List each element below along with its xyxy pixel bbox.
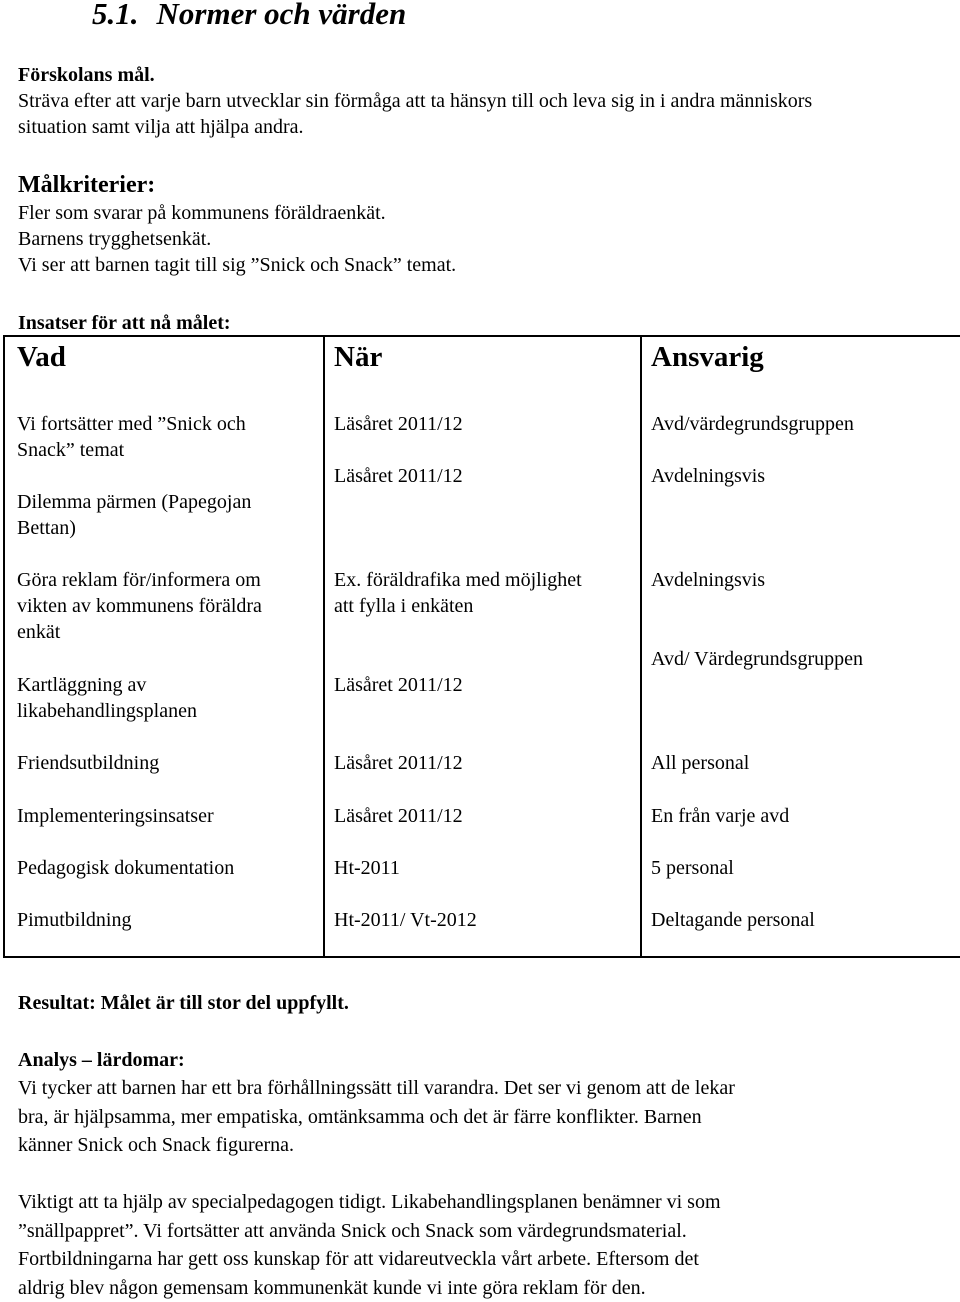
vad-cell: Dilemma pärmen (Papegojan bbox=[17, 489, 251, 515]
criteria-label: Målkriterier: bbox=[18, 170, 948, 200]
ansvarig-cell: Avdelningsvis bbox=[651, 567, 765, 593]
nar-cell: Läsåret 2011/12 bbox=[334, 672, 463, 698]
vad-cell: Bettan) bbox=[17, 515, 76, 541]
header-nar: När bbox=[334, 339, 382, 375]
nar-cell: Läsåret 2011/12 bbox=[334, 750, 463, 776]
efforts-label: Insatser för att nå målet: bbox=[18, 310, 948, 336]
section-number: 5.1. bbox=[92, 0, 139, 31]
nar-cell: att fylla i enkäten bbox=[334, 593, 473, 619]
vad-cell: enkät bbox=[17, 619, 60, 645]
analysis-p2-line: Fortbildningarna har gett oss kunskap för att vidareutveckla vårt arbete. Eftersom det bbox=[18, 1245, 948, 1274]
analysis-p2-line: ”snällpappret”. Vi fortsätter att använda Snick och Snack som värdegrundsmaterial. bbox=[18, 1217, 948, 1246]
nar-cell: Ht-2011 bbox=[334, 855, 400, 881]
efforts-section bbox=[18, 310, 948, 336]
goal-section bbox=[18, 62, 948, 140]
vad-cell: Pedagogisk dokumentation bbox=[17, 855, 234, 881]
column-divider bbox=[323, 337, 325, 956]
ansvarig-cell: Avd/ Värdegrundsgruppen bbox=[651, 646, 863, 672]
criteria-line-2: Barnens trygghetsenkät. bbox=[18, 226, 948, 252]
section-heading bbox=[92, 0, 406, 34]
section-title: Normer och värden bbox=[157, 0, 407, 31]
nar-cell: Läsåret 2011/12 bbox=[334, 411, 463, 437]
vad-cell: Vi fortsätter med ”Snick och bbox=[17, 411, 246, 437]
analysis-p2-line: Viktigt att ta hjälp av specialpedagogen tidigt. Likabehandlingsplanen benämner vi som bbox=[18, 1188, 948, 1217]
vad-cell: Snack” temat bbox=[17, 437, 124, 463]
header-ansvarig: Ansvarig bbox=[651, 339, 764, 375]
analysis-p1-line: Vi tycker att barnen har ett bra förhållningssätt till varandra. Det ser vi genom att de lekar bbox=[18, 1074, 948, 1103]
vad-cell: likabehandlingsplanen bbox=[17, 698, 197, 724]
efforts-table bbox=[3, 335, 960, 958]
analysis-p1-line: bra, är hjälpsamma, mer empatiska, omtänksamma och det är färre konflikter. Barnen bbox=[18, 1103, 948, 1132]
nar-cell: Ht-2011/ Vt-2012 bbox=[334, 907, 477, 933]
ansvarig-cell: Avd/värdegrundsgruppen bbox=[651, 411, 854, 437]
goal-line-2: situation samt vilja att hjälpa andra. bbox=[18, 114, 948, 140]
vad-cell: Friendsutbildning bbox=[17, 750, 159, 776]
ansvarig-cell: Avdelningsvis bbox=[651, 463, 765, 489]
nar-cell: Ex. föräldrafika med möjlighet bbox=[334, 567, 582, 593]
ansvarig-cell: En från varje avd bbox=[651, 803, 789, 829]
goal-line-1: Sträva efter att varje barn utvecklar sin förmåga att ta hänsyn till och leva sig in i andra människors bbox=[18, 88, 948, 114]
result-section bbox=[18, 990, 948, 1016]
vad-cell: vikten av kommunens föräldra bbox=[17, 593, 262, 619]
analysis-section bbox=[18, 1046, 948, 1160]
vad-cell: Kartläggning av bbox=[17, 672, 146, 698]
analysis-p2-line: aldrig blev någon gemensam kommunenkät kunde vi inte göra reklam för den. bbox=[18, 1274, 948, 1302]
goal-label: Förskolans mål. bbox=[18, 62, 948, 88]
criteria-line-3: Vi ser att barnen tagit till sig ”Snick och Snack” temat. bbox=[18, 252, 948, 278]
result-text: Resultat: Målet är till stor del uppfyllt. bbox=[18, 990, 948, 1016]
vad-cell: Implementeringsinsatser bbox=[17, 803, 214, 829]
criteria-section bbox=[18, 170, 948, 278]
header-vad: Vad bbox=[17, 339, 66, 375]
nar-cell: Läsåret 2011/12 bbox=[334, 803, 463, 829]
vad-cell: Pimutbildning bbox=[17, 907, 131, 933]
ansvarig-cell: All personal bbox=[651, 750, 749, 776]
column-divider bbox=[640, 337, 642, 956]
ansvarig-cell: 5 personal bbox=[651, 855, 734, 881]
analysis-p1-line: känner Snick och Snack figurerna. bbox=[18, 1131, 948, 1160]
criteria-line-1: Fler som svarar på kommunens föräldraenkät. bbox=[18, 200, 948, 226]
vad-cell: Göra reklam för/informera om bbox=[17, 567, 261, 593]
ansvarig-cell: Deltagande personal bbox=[651, 907, 815, 933]
analysis-paragraph-2 bbox=[18, 1188, 948, 1302]
nar-cell: Läsåret 2011/12 bbox=[334, 463, 463, 489]
analysis-label: Analys – lärdomar: bbox=[18, 1046, 948, 1074]
